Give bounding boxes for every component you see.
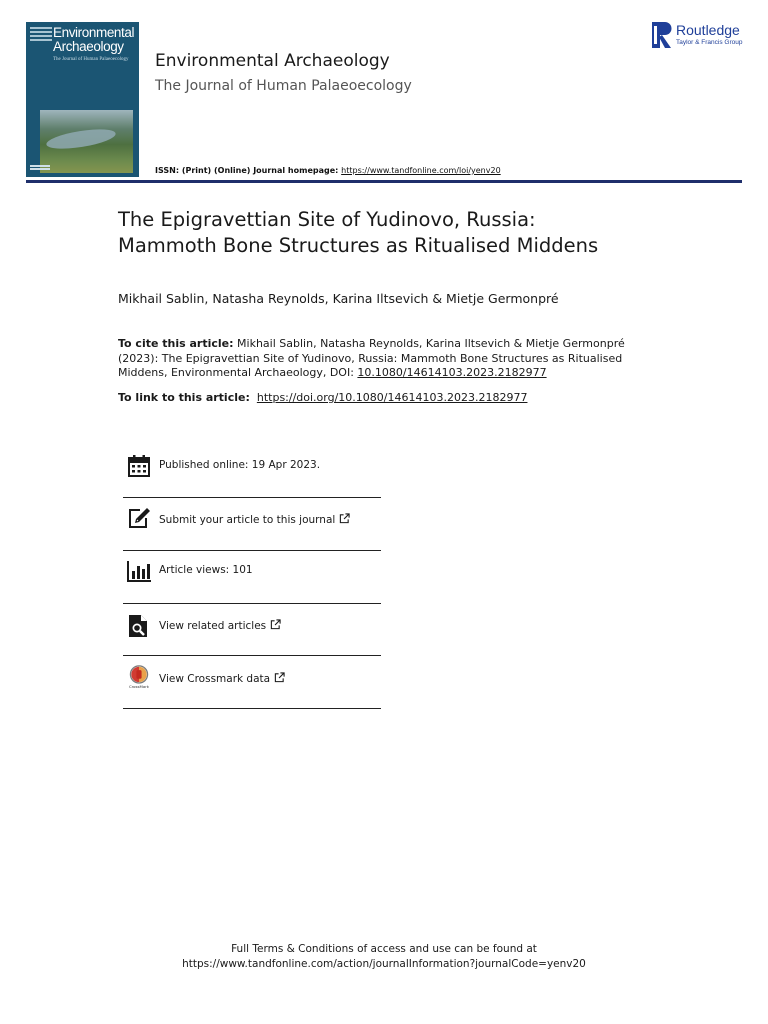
article-title-line2: Mammoth Bone Structures as Ritualised Middens	[118, 234, 599, 257]
journal-cover	[26, 22, 139, 177]
issn-label: ISSN: (Print) (Online) Journal homepage:	[155, 166, 342, 175]
article-link-label: To link to this article:	[118, 391, 250, 404]
edit-icon	[127, 506, 151, 530]
article-authors: Mikhail Sablin, Natasha Reynolds, Karina Iltsevich & Mietje Germonpré	[118, 291, 559, 306]
citation-line3	[118, 366, 678, 381]
journal-title[interactable]: Environmental Archaeology	[155, 51, 390, 71]
footer-line1: Full Terms & Conditions of access and use can be found at	[231, 943, 537, 955]
header-divider	[26, 180, 742, 183]
citation-label: To cite this article:	[118, 337, 234, 350]
external-link-icon	[274, 672, 285, 683]
article-title-line1: The Epigravettian Site of Yudinovo, Russia:	[118, 208, 536, 231]
submit-article-label: Submit your article to this journal	[159, 514, 336, 526]
citation-line2: (2023): The Epigravettian Site of Yudinovo, Russia: Mammoth Bone Structures as Ritualised	[118, 351, 623, 365]
bar-chart-icon	[127, 559, 151, 583]
cover-publisher-logo	[30, 165, 50, 171]
related-articles-item[interactable]	[123, 604, 381, 656]
published-online-label: Published online: 19 Apr 2023.	[159, 459, 321, 471]
crossmark-label: View Crossmark data	[159, 673, 271, 685]
article-views-item	[123, 551, 381, 604]
crossmark-item[interactable]	[123, 656, 381, 709]
publisher-group: Taylor & Francis Group	[676, 39, 743, 46]
routledge-r-icon	[652, 22, 672, 48]
crossmark-link[interactable]	[159, 672, 285, 685]
submit-article-link[interactable]	[159, 513, 350, 526]
citation-source: Middens, Environmental Archaeology, DOI:	[118, 366, 358, 379]
external-link-icon	[339, 513, 350, 524]
crossmark-icon	[127, 665, 151, 689]
cover-subtitle: The Journal of Human Palaeoecology	[53, 57, 129, 62]
publisher-name: Routledge	[676, 22, 740, 38]
submit-article-item[interactable]	[123, 498, 381, 551]
article-doi-url[interactable]: https://doi.org/10.1080/14614103.2023.2182977	[256, 391, 528, 404]
journal-subtitle: The Journal of Human Palaeoecology	[155, 78, 412, 94]
issn-line	[155, 166, 501, 175]
footer-terms-url[interactable]: https://www.tandfonline.com/action/journalInformation?journalCode=yenv20	[182, 958, 586, 970]
terms-footer	[0, 942, 768, 972]
journal-homepage-link[interactable]: https://www.tandfonline.com/loi/yenv20	[341, 166, 501, 175]
citation-line1	[118, 337, 678, 352]
article-views-label: Article views: 101	[159, 564, 253, 576]
cover-title-line1: Environmental	[53, 25, 135, 40]
related-articles-link[interactable]	[159, 619, 281, 632]
article-link-line	[118, 391, 527, 404]
published-online-item	[123, 446, 381, 498]
calendar-icon	[127, 454, 151, 478]
external-link-icon	[270, 619, 281, 630]
citation-authors: Mikhail Sablin, Natasha Reynolds, Karina Iltsevich & Mietje Germonpré	[233, 337, 625, 350]
citation-block	[118, 337, 678, 381]
cover-masthead-lines	[30, 27, 52, 43]
cover-title-line2: Archaeology	[53, 39, 124, 54]
doi-link[interactable]: 10.1080/14614103.2023.2182977	[357, 366, 547, 379]
publisher-logo[interactable]	[652, 20, 752, 50]
search-document-icon	[127, 614, 151, 638]
article-actions-list	[123, 446, 381, 709]
article-title	[118, 207, 718, 259]
crossmark-badge-text: CrossMark	[128, 684, 150, 689]
related-articles-label: View related articles	[159, 620, 267, 632]
